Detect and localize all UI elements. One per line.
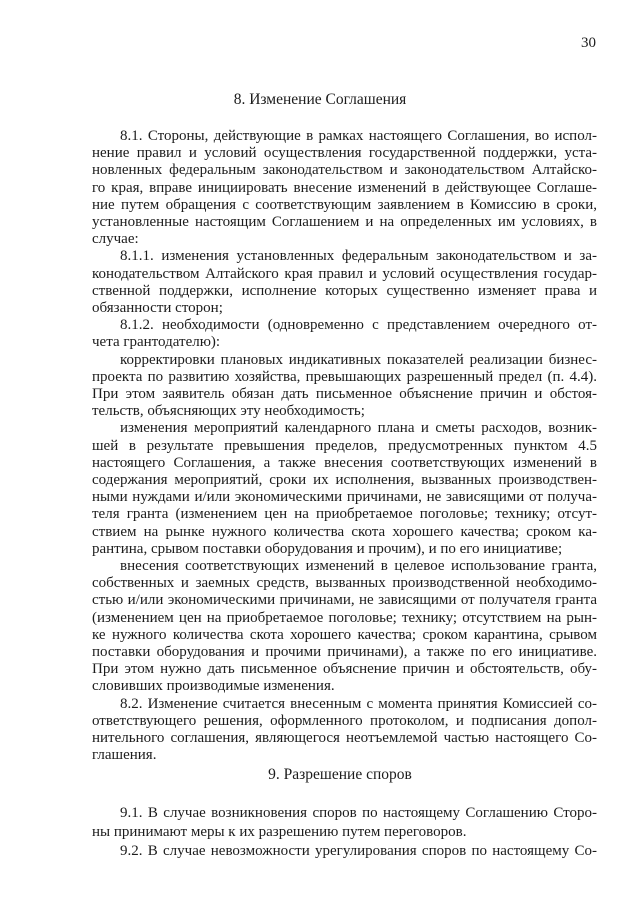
text-line: проекта по развитию хозяйства, превышающих разрешенный предел (п. 4.4).	[92, 368, 597, 385]
text-line: теля гранта (изменением цен на приобретаемое поголовье; технику; отсут-	[92, 506, 597, 523]
text-line: корректировки плановых индикативных показателей реализации бизнес-	[120, 351, 597, 368]
text-line: ственной поддержки, исполнение которых существенно изменяет права и	[92, 282, 597, 299]
text-line: настоящего Соглашения, а также внесения соответствующих изменений в	[92, 454, 597, 471]
section-8-heading: 8. Изменение Соглашения	[233, 91, 407, 108]
text-line: глашения.	[92, 747, 157, 764]
text-line: При этом нужно дать письменное объяснение причин и обстоятельств, обу-	[92, 661, 597, 678]
text-line: (изменением цен на приобретаемое поголовье; технику; отсутствием на рын-	[92, 609, 597, 626]
text-line: ны принимают меры к их разрешению путем переговоров.	[92, 824, 467, 840]
section-9-heading: 9. Разрешение споров	[268, 766, 412, 783]
text-line: нение правил и условий осуществления государственной поддержки, уста-	[92, 145, 597, 162]
text-line: поставки оборудования и прочими причинами), а также по его инициативе.	[92, 644, 597, 660]
text-line: стью и/или экономическими причинами, не зависящими от получателя гранта	[92, 592, 597, 609]
text-line: ке нужного количества скота хорошего качества; сроком карантина, срывом	[92, 626, 597, 643]
text-line: новленных федеральным законодательством и законодательством Алтайско-	[92, 162, 597, 179]
text-line: го края, вправе инициировать внесение изменений в действующее Соглаше-	[92, 179, 597, 196]
text-line: конодательством Алтайского края правил и условий осуществления государ-	[92, 265, 597, 282]
text-line: ными нуждами и/или экономическими причинами, не зависящими от получа-	[92, 489, 597, 506]
text-line: При этом заявитель обязан дать письменное объяснение причин и обстоя-	[92, 386, 597, 402]
text-line: 9.2. В случае невозможности урегулирования споров по настоящему Со-	[120, 843, 597, 859]
text-line: установленные настоящим Соглашением и на определенных им условиях, в	[92, 214, 597, 230]
text-line: внесения соответствующих изменений в целевое использование гранта,	[120, 558, 597, 574]
text-line: ответствующего решения, оформленного протоколом, и подписания допол-	[92, 712, 597, 729]
text-line: обязанности сторон;	[92, 300, 223, 316]
text-line: 8.1.2. необходимости (одновременно с представлением очередного от-	[120, 317, 597, 334]
text-line: 8.2. Изменение считается внесенным с момента принятия Комиссией со-	[120, 695, 597, 712]
text-line: 8.1. Стороны, действующие в рамках настоящего Соглашения, во испол-	[120, 128, 597, 144]
text-line: словивших производимые изменения.	[92, 678, 335, 695]
text-line: шей в результате превышения пределов, предусмотренных пунктом 4.5	[92, 437, 597, 454]
text-line: чета грантодателю):	[92, 334, 221, 351]
text-line: ствием на рынке нужного количества скота хорошего качества; сроком ка-	[92, 523, 597, 540]
text-line: нительного соглашения, являющегося неотъемлемой частью настоящего Со-	[92, 730, 597, 746]
page-number: 30	[581, 35, 596, 51]
text-line: тельств, объясняющих эту необходимость;	[92, 403, 365, 420]
text-line: собственных и заемных средств, вызванных производственной необходимо-	[92, 575, 597, 592]
text-line: рантина, срывом поставки оборудования и прочим), и по его инициативе;	[92, 540, 563, 557]
text-line: содержания мероприятий, сроки их исполнения, вызванных производствен-	[92, 472, 597, 488]
text-line: изменения мероприятий календарного плана и сметы расходов, возник-	[120, 420, 597, 437]
text-line: 9.1. В случае возникновения споров по настоящему Соглашению Сторо-	[120, 805, 597, 821]
text-line: ние путем обращения с соответствующим заявлением в Комиссию в сроки,	[92, 196, 597, 213]
text-line: 8.1.1. изменения установленных федеральным законодательством и за-	[120, 248, 597, 265]
text-line: случае:	[92, 231, 139, 248]
